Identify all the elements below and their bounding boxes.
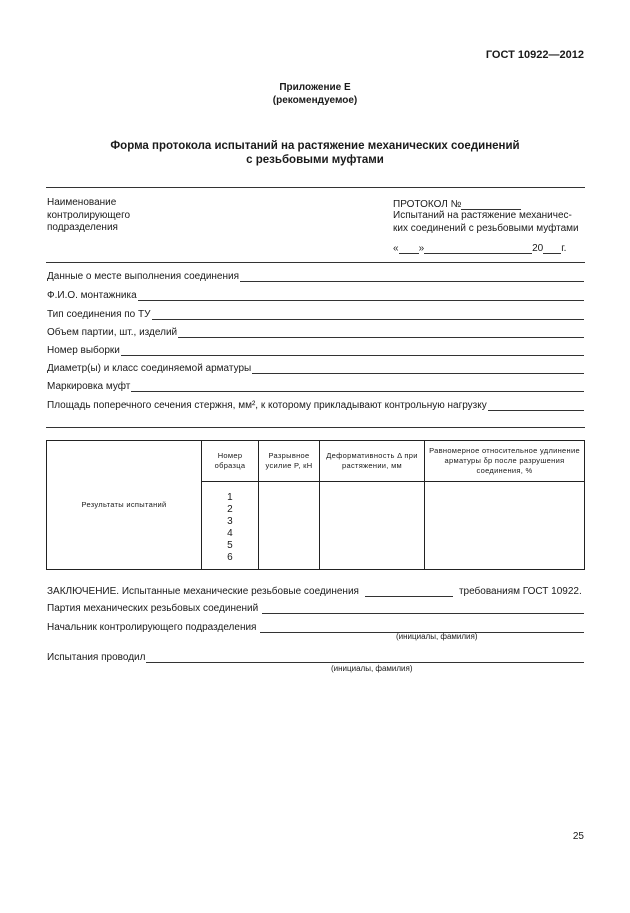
date-month-field[interactable] — [424, 243, 532, 254]
breaking-force-cell[interactable] — [259, 482, 320, 570]
header-deformability: Деформативность Δ при растяжении, мм — [320, 441, 425, 482]
sample-number: 5 — [227, 540, 233, 551]
header-breaking-force: Разрывное усилие P, кН — [259, 441, 320, 482]
conclusion-line — [47, 583, 585, 597]
conn-type-field[interactable] — [47, 306, 584, 320]
chief-label: Начальник контролирующего подразделения — [47, 622, 257, 633]
top-rule — [46, 187, 585, 188]
date-suffix: г. — [561, 243, 567, 254]
batch-volume-label: Объем партии, шт., изделий — [47, 327, 178, 338]
appendix-subtitle: (рекомендуемое) — [272, 95, 358, 106]
chief-field[interactable] — [47, 619, 584, 633]
form-title-line2: с резьбовыми муфтами — [246, 154, 384, 166]
department-line: Наименование — [47, 197, 117, 208]
page-number: 25 — [572, 831, 584, 842]
form-title-line1: Форма протокола испытаний на растяжение механических соединений — [110, 140, 520, 152]
elongation-cell[interactable] — [425, 482, 585, 570]
area-label: Площадь поперечного сечения стержня, мм², к которому прикладывают контрольную нагрузку — [47, 400, 487, 411]
sample-number-field[interactable] — [47, 342, 584, 356]
department-line: контролирующего — [47, 209, 131, 221]
conn-type-underline[interactable] — [152, 308, 585, 320]
department-block — [47, 197, 130, 235]
installer-field[interactable] — [47, 287, 584, 301]
header-results: Результаты испытаний — [47, 441, 202, 570]
area-underline[interactable] — [488, 399, 584, 411]
appendix-title: Приложение Е — [279, 82, 351, 93]
diameter-underline[interactable] — [252, 362, 584, 374]
conclusion-requirement: требованиям ГОСТ 10922. — [458, 586, 582, 597]
tested-by-underline[interactable] — [146, 651, 584, 663]
diameter-field[interactable] — [47, 360, 584, 374]
batch-field[interactable] — [47, 600, 584, 614]
conclusion-field[interactable] — [365, 586, 453, 597]
sample-number: 2 — [227, 504, 233, 515]
protocol-date — [393, 241, 585, 254]
table-header-row — [47, 441, 585, 482]
marking-field[interactable] — [47, 378, 584, 392]
area-continuation-line[interactable] — [46, 427, 585, 428]
date-year-field[interactable] — [543, 243, 561, 254]
header-elongation: Равномерное относительное удлинение арматуры δр после разрушения соединения, % — [425, 441, 585, 482]
tested-by-label: Испытания проводил — [47, 652, 146, 663]
results-table — [46, 440, 585, 570]
sample-number: 6 — [227, 552, 233, 563]
department-line: подразделения — [47, 222, 118, 233]
initials-caption-2: (инициалы, фамилия) — [331, 664, 413, 673]
area-field[interactable] — [47, 397, 584, 411]
sample-number: 1 — [227, 492, 233, 503]
date-year-prefix: 20 — [532, 243, 544, 254]
place-label: Данные о месте выполнения соединения — [47, 271, 240, 282]
standard-header: ГОСТ 10922—2012 — [485, 49, 584, 61]
installer-underline[interactable] — [138, 289, 584, 301]
diameter-label: Диаметр(ы) и класс соединяемой арматуры — [47, 363, 252, 374]
sample-number-underline[interactable] — [121, 344, 584, 356]
tested-by-field[interactable] — [47, 649, 584, 663]
date-day-field[interactable] — [399, 243, 419, 254]
marking-underline[interactable] — [131, 380, 584, 392]
installer-label: Ф.И.О. монтажника — [47, 290, 137, 301]
marking-label: Маркировка муфт — [47, 381, 131, 392]
sample-numbers-cell — [202, 482, 259, 570]
sample-number: 4 — [227, 528, 233, 539]
sample-number: 3 — [227, 516, 233, 527]
protocol-desc1: Испытаний на растяжение механичес- — [393, 210, 572, 221]
protocol-number-field[interactable] — [461, 199, 521, 210]
protocol-block — [393, 197, 585, 254]
protocol-desc2: ких соединений с резьбовыми муфтами — [393, 222, 579, 234]
conn-type-label: Тип соединения по ТУ — [47, 309, 151, 320]
batch-label: Партия механических резьбовых соединений — [47, 603, 259, 614]
date-quote-close: » — [418, 243, 425, 254]
sample-number-label: Номер выборки — [47, 345, 120, 356]
date-quote-open: « — [393, 243, 399, 254]
initials-caption-1: (инициалы, фамилия) — [396, 632, 478, 641]
place-field[interactable] — [47, 268, 584, 282]
header-sample-no: Номер образца — [202, 441, 259, 482]
place-underline[interactable] — [240, 270, 584, 282]
mid-rule — [46, 262, 585, 263]
deformability-cell[interactable] — [320, 482, 425, 570]
batch-volume-field[interactable] — [47, 324, 584, 338]
batch-volume-underline[interactable] — [178, 326, 584, 338]
batch-underline[interactable] — [262, 602, 584, 614]
conclusion-text: ЗАКЛЮЧЕНИЕ. Испытанные механические резьбовые соединения — [47, 586, 359, 597]
protocol-label: ПРОТОКОЛ № — [393, 199, 462, 210]
